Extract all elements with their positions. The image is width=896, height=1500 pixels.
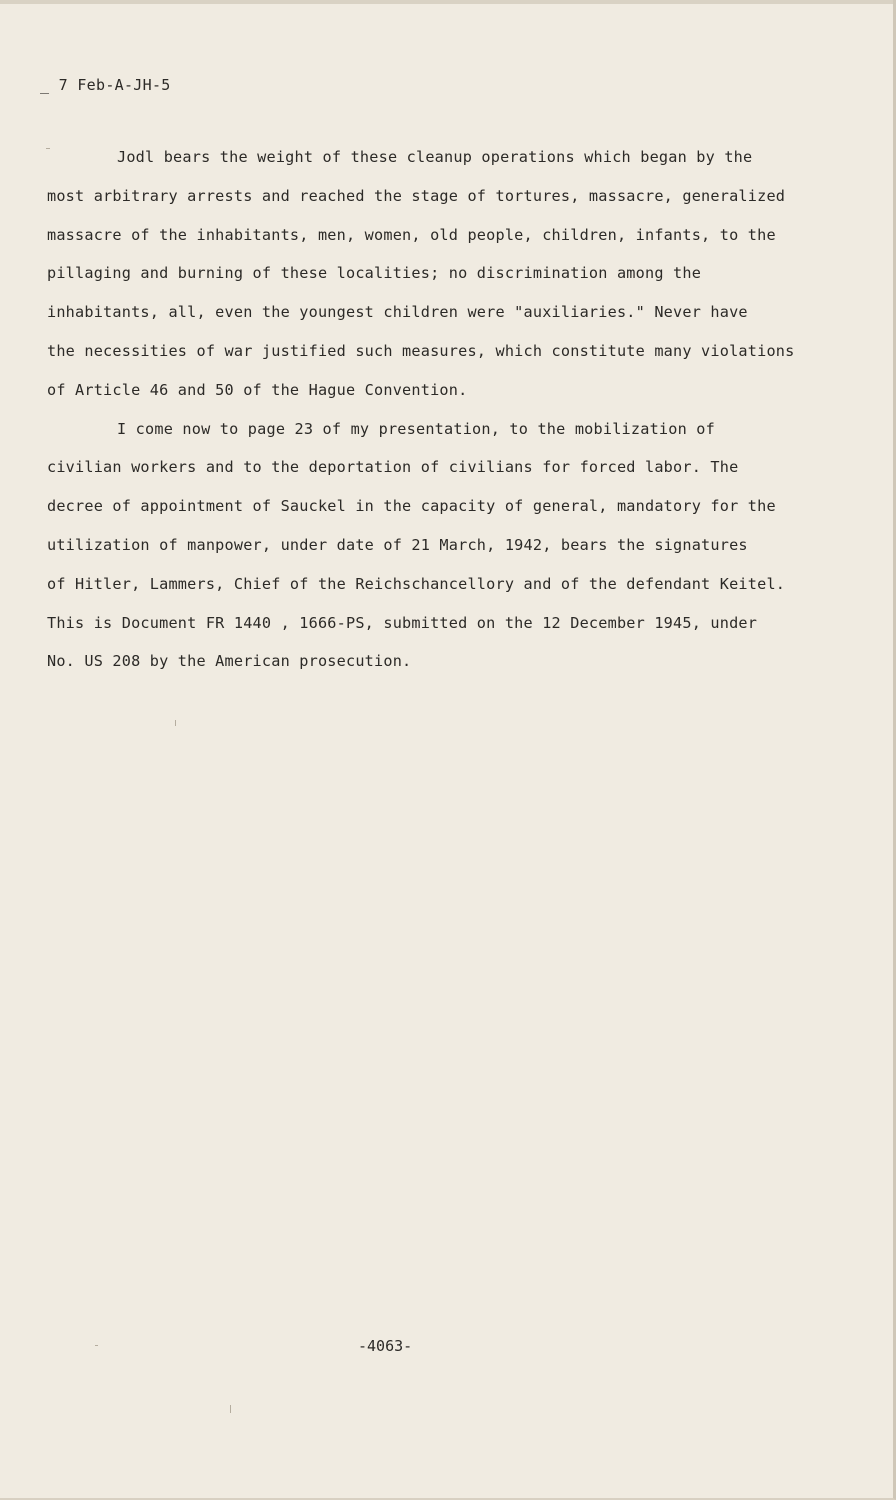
text-line: most arbitrary arrests and reached the stage of tortures, massacre, generalized — [47, 186, 786, 205]
text-line: of Article 46 and 50 of the Hague Convention. — [47, 380, 468, 399]
text-line: the necessities of war justified such measures, which constitute many violations — [47, 341, 795, 360]
paper-speck — [46, 148, 50, 149]
paper-speck — [230, 1405, 231, 1413]
text-line: civilian workers and to the deportation of civilians for forced labor. The — [47, 458, 739, 477]
paper-edge — [0, 0, 896, 4]
document-header: _ 7 Feb-A-JH-5 — [40, 76, 171, 94]
text-line: No. US 208 by the American prosecution. — [47, 652, 412, 671]
document-body — [47, 138, 847, 681]
text-line: utilization of manpower, under date of 21 March, 1942, bears the signatures — [47, 535, 748, 554]
page-number: -4063- — [358, 1337, 413, 1355]
text-line: inhabitants, all, even the youngest children were "auxiliaries." Never have — [47, 303, 748, 322]
paper-speck — [175, 720, 176, 726]
text-line: decree of appointment of Sauckel in the capacity of general, mandatory for the — [47, 497, 776, 516]
text-line: massacre of the inhabitants, men, women, old people, children, infants, to the — [47, 225, 776, 244]
text-line: I come now to page 23 of my presentation, to the mobilization of — [117, 419, 715, 438]
text-line: pillaging and burning of these localities; no discrimination among the — [47, 264, 702, 283]
text-line: Jodl bears the weight of these cleanup operations which began by the — [117, 148, 753, 166]
paper-speck — [95, 1345, 98, 1346]
text-line: This is Document FR 1440 , 1666-PS, submitted on the 12 December 1945, under — [47, 613, 758, 632]
text-line: of Hitler, Lammers, Chief of the Reichschancellory and of the defendant Keitel. — [47, 574, 786, 593]
